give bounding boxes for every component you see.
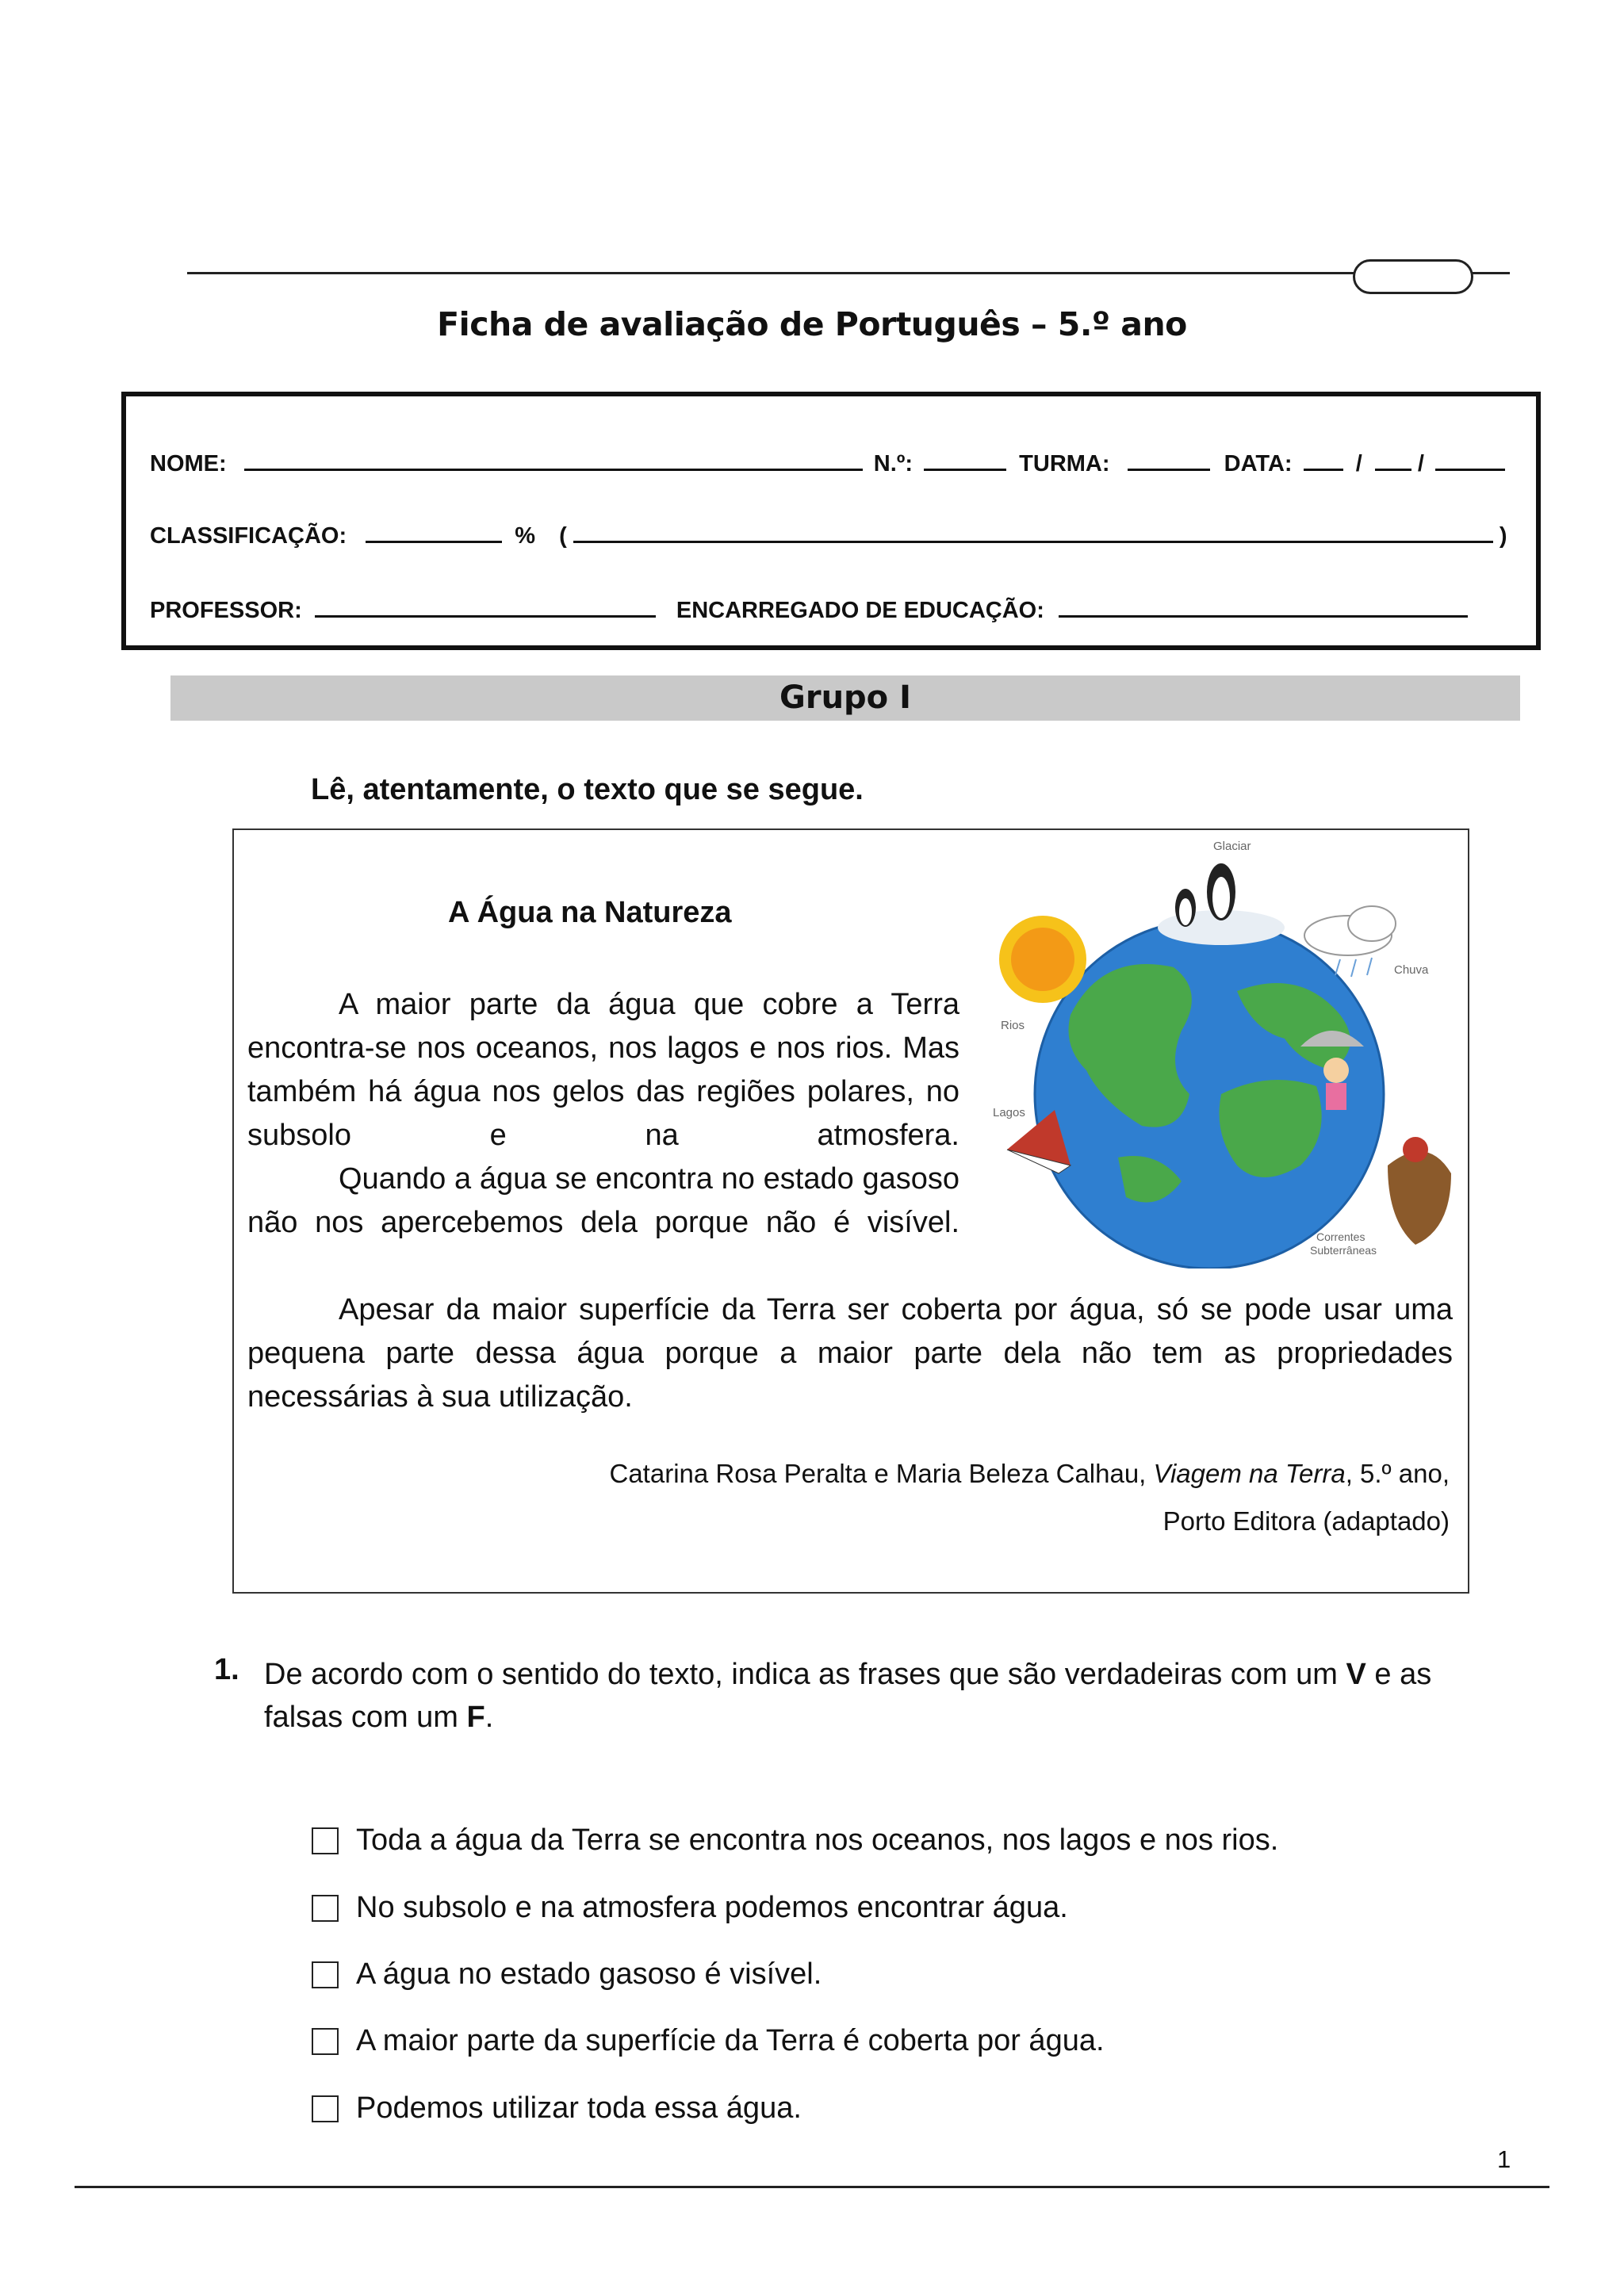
info-row-signatures [150,595,1468,624]
professor-label: PROFESSOR: [150,598,302,623]
numero-field[interactable] [924,448,1006,471]
date-sep: / [1355,451,1362,476]
nome-field[interactable] [244,448,863,471]
answer-checkbox[interactable] [312,1827,339,1854]
top-rule [187,272,1510,274]
option-text: A água no estado gasoso é visível. [356,1957,822,1991]
turma-label: TURMA: [1019,451,1110,476]
question-1-option-4 [312,2024,1105,2058]
reading-paragraph-3: Apesar da maior superfície da Terra ser coberta por água, só se pode usar uma pequena parte dessa água porque a maior parte dela não tem as propriedades necessárias à sua utilização. [247,1293,1453,1414]
question-1-text-a: De acordo com o sentido do texto, indica as frases que são verdadeiras com um [264,1658,1346,1691]
source-authors: Catarina Rosa Peralta e Maria Beleza Calhau, [609,1459,1154,1488]
info-row-classification [150,520,1507,549]
bottom-rule [75,2186,1549,2188]
professor-field[interactable] [315,595,656,618]
answer-checkbox[interactable] [312,1895,339,1922]
date-sep: / [1417,451,1424,476]
classificacao-words-field[interactable] [573,520,1493,543]
question-1-option-1 [312,1823,1278,1858]
sun-icon [999,916,1086,1003]
reading-instruction: Lê, atentamente, o texto que se segue. [311,773,864,806]
label-glaciar: Glaciar [1213,840,1251,853]
label-subterraneas: Subterrâneas [1310,1244,1377,1257]
reading-paragraph-2: Quando a água se encontra no estado gasoso não nos apercebemos dela porque não é visível. [247,1162,959,1239]
glacier-penguins-icon [1158,863,1285,945]
question-1-text-c: . [485,1701,494,1734]
option-text: Toda a água da Terra se encontra nos oceanos, nos lagos e nos rios. [356,1823,1279,1857]
source-book-title: Viagem na Terra [1153,1459,1346,1488]
option-text: A maior parte da superfície da Terra é coberta por água. [356,2024,1105,2057]
question-1-text-b: e as falsas com um [264,1658,1432,1734]
date-day-field[interactable] [1304,448,1343,471]
source-citation [610,1459,1450,1489]
nome-label: NOME: [150,451,227,476]
label-chuva: Chuva [1394,963,1429,977]
data-label: DATA: [1224,451,1293,476]
label-lagos: Lagos [993,1106,1025,1119]
water-cycle-illustration [983,832,1467,1269]
group-heading: Grupo I [779,679,911,716]
date-year-field[interactable] [1435,448,1505,471]
page-title: Ficha de avaliação de Português – 5.º ano [437,305,1187,343]
answer-checkbox[interactable] [312,2028,339,2055]
question-1-option-2 [312,1891,1068,1925]
source-edition: , 5.º ano, [1345,1459,1450,1488]
classificacao-label: CLASSIFICAÇÃO: [150,523,347,549]
option-text: No subsolo e na atmosfera podemos encontrar água. [356,1891,1068,1924]
encarregado-field[interactable] [1059,595,1468,618]
numero-label: N.º: [873,451,914,476]
question-1-option-3 [312,1957,822,1992]
question-1-text [264,1653,1501,1739]
info-row-identification [150,448,1505,477]
answer-checkbox[interactable] [312,1961,339,1988]
classificacao-field[interactable] [366,520,502,543]
underground-water-pot-icon [1388,1137,1451,1245]
answer-checkbox[interactable] [312,2095,339,2122]
paren-open: ( [559,523,567,549]
student-info-box [121,392,1541,650]
percent-label: % [515,523,536,549]
date-month-field[interactable] [1375,448,1411,471]
reading-paragraph-1: A maior parte da água que cobre a Terra encontra-se nos oceanos, nos lagos e nos rios. Mas também há água nos gelos das regiões polares, no subsolo e na atmosfera. [247,988,959,1152]
question-1-number: 1. [214,1653,239,1686]
label-rios: Rios [1001,1019,1025,1032]
question-1-option-5 [312,2091,802,2126]
question-1-v: V [1346,1658,1366,1691]
page-number: 1 [1497,2145,1511,2173]
question-1-f: F [466,1701,485,1734]
paren-close: ) [1499,523,1507,549]
reading-title: A Água na Natureza [448,896,732,929]
label-correntes: Correntes [1316,1230,1365,1243]
top-tab-decoration [1353,259,1473,294]
source-publisher: Porto Editora (adaptado) [1162,1506,1450,1536]
reading-paragraph-2-part [247,1158,959,1245]
option-text: Podemos utilizar toda essa água. [356,2091,802,2125]
encarregado-label: ENCARREGADO DE EDUCAÇÃO: [676,598,1044,623]
turma-field[interactable] [1128,448,1210,471]
